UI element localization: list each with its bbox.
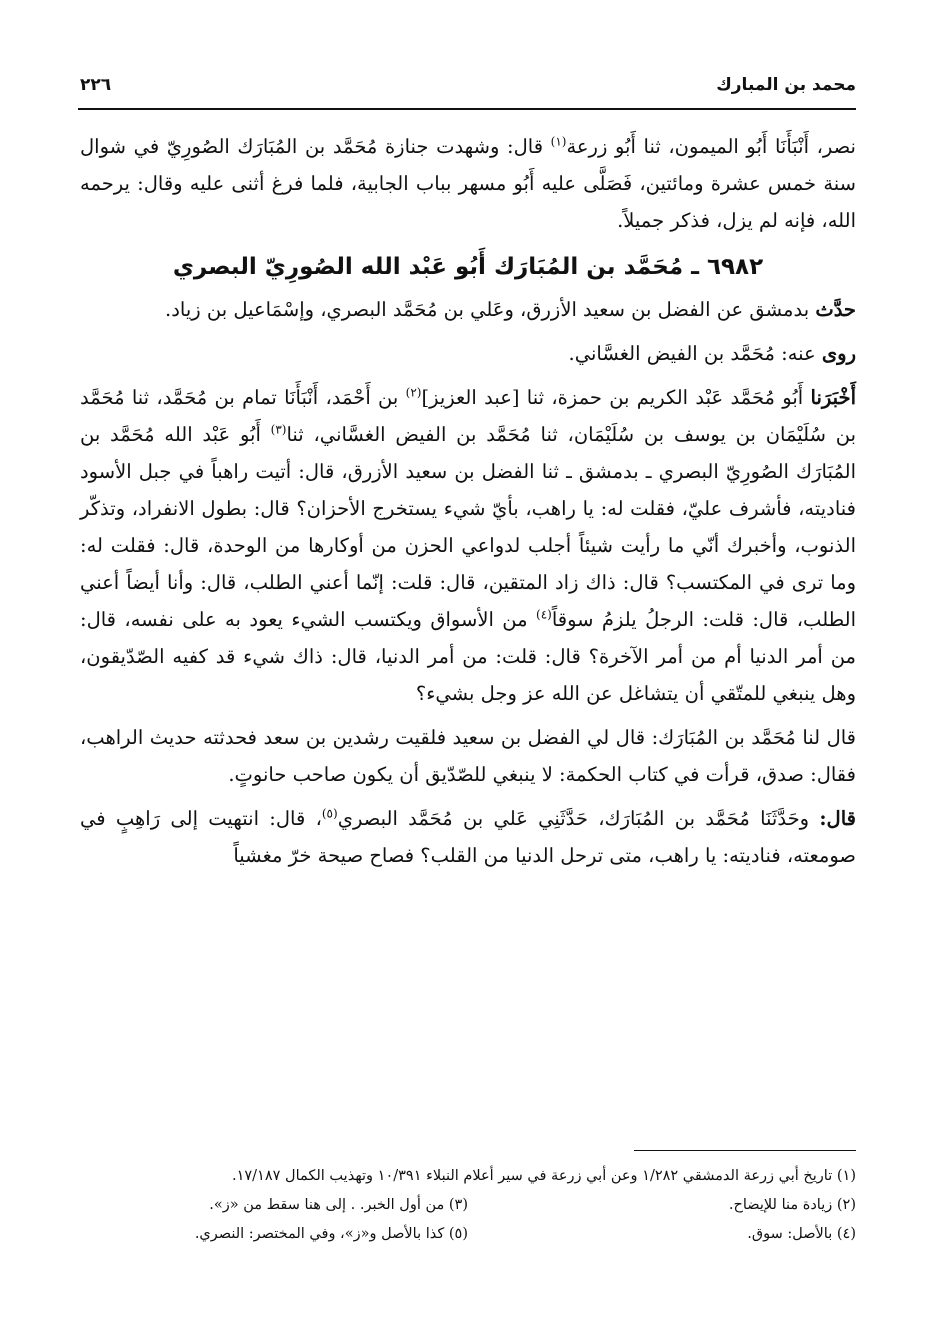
- footnotes: [80, 1162, 856, 1249]
- footnote-3: (٣) من أول الخبر. . إلى هنا سقط من «ز».: [209, 1197, 468, 1213]
- footnote-ref-4: (٤): [536, 607, 552, 622]
- footnote-2: (٢) زيادة منا للإيضاح.: [728, 1197, 856, 1213]
- running-title: محمد بن المبارك: [716, 75, 856, 95]
- header-rule: [78, 108, 856, 110]
- paragraph-hadith: حدَّث بدمشق عن الفضل بن سعيد الأزرق، وعَلي بن مُحَمَّد البصري، وإسْمَاعيل بن زياد.: [165, 298, 856, 321]
- paragraph-quote: قال لنا مُحَمَّد بن المُبَارَك: قال لي الفضل بن سعيد فلقيت رشدين بن سعد فحدثته حديث الراهب، فقال: صدق، قرأت في كتاب الحكمة: لا ينبغي للصّدّيق أن يكون صاحب حانوتٍ.: [80, 726, 856, 786]
- footnote-4: (٤) بالأصل: سوق.: [747, 1226, 856, 1242]
- entry-title: ٦٩٨٢ ـ مُحَمَّد بن المُبَارَك أَبُو عَبْد الله الصُورِيّ البصري: [172, 254, 764, 280]
- footnote-ref-5: (٥): [321, 806, 338, 821]
- footnote-1: (١) تاريخ أبي زرعة الدمشقي ١/٢٨٢ وعن أبي زرعة في سير أعلام النبلاء ١٠/٣٩١ وتهذيب الكمال ١٧/١٨٧.: [231, 1168, 856, 1184]
- paragraph-final: قال: وحَدَّثَنَا مُحَمَّد بن المُبَارَك، حَدَّثَنِي عَلي بن مُحَمَّد البصري$^{(٥)}$، قال: انتهيت إلى رَاهِبٍ في صومعته، فناديته: يا راهب، متى ترحل الدنيا من القلب؟ فصاح صيحة خرّ مغشياً: [80, 806, 856, 867]
- paragraph-continuation: نصر، أَنْبَأَنَا أَبُو الميمون، ثنا أَبُو زرعة$^{(١)}$ قال: وشهدت جنازة مُحَمَّد بن المُبَارَك الصُورِيّ في شوال سنة خمس عشرة ومائتين، فَصَلَّى عليه أَبُو مسهر بباب الجابية، فلما فرغ أثنى عليه وقال: يرحمه الله، فإنه لم يزل، فذكر جميلاً.: [80, 134, 856, 232]
- footnote-ref-3: (٣): [270, 422, 287, 437]
- footnote-5: (٥) كذا بالأصل و«ز»، وفي المختصر: النصري.: [194, 1226, 468, 1242]
- page-header: [80, 68, 856, 102]
- main-text: [80, 128, 856, 881]
- footnote-ref-2: (٢): [405, 385, 422, 400]
- footnote-rule: [634, 1150, 856, 1151]
- paragraph-narrators: روى عنه: مُحَمَّد بن الفيض الغسَّاني.: [568, 342, 856, 365]
- page-number: ٢٢٦: [80, 75, 112, 95]
- paragraph-report: أَخْبَرَنا أَبُو مُحَمَّد عَبْد الكريم بن حمزة، ثنا [عبد العزيز]$^{(٢)}$ بن أَحْمَد، أَنْبَأَنَا تمام بن مُحَمَّد، ثنا مُحَمَّد بن سُلَيْمَان بن يوسف بن سُلَيْمَان، ثنا مُحَمَّد بن الفيض الغسَّاني، ثنا$^{(٣)}$ أَبُو عَبْد الله مُحَمَّد بن المُبَارَك الصُورِيّ البصري ـ بدمشق ـ ثنا الفضل بن سعيد الأزرق، قال: أتيت راهباً في جبل الأسود فناديته، فأشرف عليّ، فقلت له: يا راهب، بأيّ شيء يستخرج الأحزان؟ قال: بطول الانفراد، وتذكّر الذنوب، وأخبرك أنّي ما رأيت شيئاً أجلب لدواعي الحزن من أوكارها من الوحدة، قال: فقلت له: وما ترى في المكتسب؟ قال: ذاك زاد المتقين، قال: قلت: إنّما أعني الطلب، قال: وأنا أيضاً أعني الطلب، قال: قلت: الرجلُ يلزمُ سوقاً$^{(٤)}$ من الأسواق ويكتسب الشيء يعود به على نفسه، قال: من أمر الدنيا أم من أمر الآخرة؟ قال: قلت: من أمر الدنيا، قال: ذاك شيء قد كفيه الصّدّيقون، وهل ينبغي للمتّقي أن يتشاغل عن الله عز وجل بشيء؟: [80, 385, 857, 705]
- footnote-ref-1: (١): [550, 134, 567, 149]
